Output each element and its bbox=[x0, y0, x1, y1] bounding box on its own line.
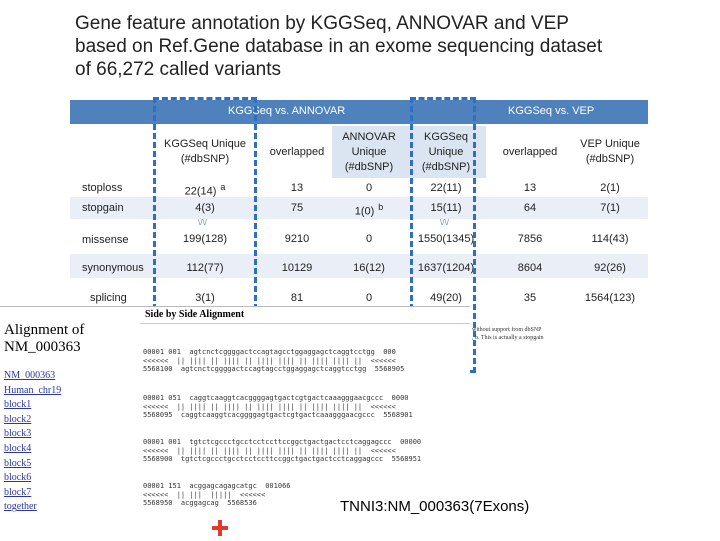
table-cell: 199(128) bbox=[182, 233, 228, 245]
alignment-link-list bbox=[4, 369, 61, 515]
table-cell: 7856 bbox=[517, 233, 543, 245]
table-cell: 10129 bbox=[281, 262, 313, 274]
group-header-vep: KGGSeq vs. VEP bbox=[508, 105, 595, 117]
link-block3[interactable]: block3 bbox=[4, 428, 32, 440]
table-cell: 22(14) $^a$ bbox=[184, 182, 226, 198]
red-plus-marker bbox=[212, 520, 228, 536]
alignment-heading-line-2: NM_000363 bbox=[4, 339, 81, 355]
side-by-side-title: Side by Side Alignment bbox=[145, 309, 245, 320]
table-cell: 22(11) bbox=[430, 182, 462, 194]
col-header-annovar-unique: ANNOVAR Unique (#dbSNP) bbox=[332, 126, 406, 178]
table-cell: 2(1) bbox=[600, 182, 620, 194]
table-cell: 114(43) bbox=[591, 233, 629, 245]
col-header-overlapped-2: overlapped bbox=[502, 145, 558, 158]
col-header-vep-unique: VEP Unique (#dbSNP) bbox=[580, 138, 640, 165]
link-together[interactable]: together bbox=[4, 501, 37, 513]
alignment-block-3: 00001 001 tgtctcgccctgcctcctccttccggctgactgactcctcaggagccc 00000 <<<<<< || |||| || |||| || |||| |||| || |||| |||| || <<<<<< 5568900 tgtctcgccctgcctcctccttccggctgactgactcctcaggagccc 5568951 bbox=[143, 438, 422, 463]
table-cell: 1564(123) bbox=[584, 292, 636, 304]
row-label-synonymous: synonymous bbox=[82, 262, 144, 274]
table-cell: 16(12) bbox=[353, 262, 385, 274]
row-label-missense: missense bbox=[82, 234, 129, 246]
title-line-1: Gene feature annotation by KGGSeq, ANNOVAR and VEP bbox=[75, 13, 569, 34]
link-block7[interactable]: block7 bbox=[4, 486, 32, 498]
link-block5[interactable]: block5 bbox=[4, 457, 32, 469]
vv-mark: \/\/ bbox=[440, 218, 449, 227]
row-label-stopgain: stopgain bbox=[82, 202, 124, 214]
link-human-chr19[interactable]: Human_chr19 bbox=[4, 384, 62, 396]
alignment-sidebar bbox=[0, 307, 138, 541]
link-block1[interactable]: block1 bbox=[4, 399, 32, 411]
footnote-marker-a: a bbox=[220, 182, 226, 192]
table-cell: 64 bbox=[523, 202, 537, 214]
row-label-splicing: splicing bbox=[90, 292, 127, 304]
table-cell: 75 bbox=[290, 202, 304, 214]
table-cell: 3(1) bbox=[195, 292, 215, 304]
table-cell: 13 bbox=[523, 182, 537, 194]
table-cell: 49(20) bbox=[430, 292, 462, 304]
alignment-heading-line-1: Alignment of bbox=[4, 322, 85, 338]
table-cell: 1(0) $^b$ bbox=[354, 202, 384, 218]
table-cell: 8604 bbox=[517, 262, 543, 274]
table-cell: 112(77) bbox=[186, 262, 224, 274]
table-footnote bbox=[472, 326, 544, 342]
alignment-heading bbox=[4, 322, 84, 356]
link-block2[interactable]: block2 bbox=[4, 413, 32, 425]
slide-title bbox=[75, 12, 675, 81]
link-block4[interactable]: block4 bbox=[4, 442, 32, 454]
footnote-line-2: , b. This is actually a stopgain bbox=[472, 335, 544, 341]
alignment-block-2: 00001 051 caggtcaaggtcacggggagtgactcgtgactcaaagggaacgccc 0000 <<<<<< || |||| || |||| || |||| |||| || |||| |||| || <<<<<< 5568095 caggtcaaggtcacggggagtgactcgtgactcaaagggaacgccc 5568901 bbox=[143, 394, 413, 419]
table-cell: 7(1) bbox=[600, 202, 620, 214]
table-cell: 0 bbox=[365, 233, 373, 245]
col-header-overlapped-1: overlapped bbox=[269, 145, 325, 158]
table-cell: 0 bbox=[365, 292, 373, 304]
link-block6[interactable]: block6 bbox=[4, 472, 32, 484]
table-cell: 0 bbox=[365, 182, 373, 194]
table-cell: 15(11) bbox=[430, 202, 462, 214]
group-header-annovar: KGGSeq vs. ANNOVAR bbox=[228, 105, 346, 117]
alignment-block-4: 00001 151 acggagcagagcatgc 001066 <<<<<< || ||| ||||| <<<<<< 5568950 acggagcag 5568536 bbox=[143, 482, 291, 507]
table-cell: 13 bbox=[290, 182, 304, 194]
gene-caption: TNNI3:NM_000363(7Exons) bbox=[340, 498, 530, 515]
table-cell: 92(26) bbox=[594, 262, 626, 274]
footnote-line-1: without support from dbSNP bbox=[472, 327, 542, 333]
table-cell: 9210 bbox=[284, 233, 310, 245]
table-cell: 4(3) bbox=[195, 202, 215, 214]
vv-mark: \/\/ bbox=[198, 218, 207, 227]
title-line-2: based on Ref.Gene database in an exome sequencing dataset bbox=[75, 36, 603, 57]
table-cell: 35 bbox=[523, 292, 537, 304]
alignment-block-1: 00001 001 agtcnctcggggactccagtagcctggaggagctcaggtcctgg 000 <<<<<< || |||| || |||| || |||| |||| || |||| |||| || <<<<<< 5568100 agtcnctcggggactccagtagcctggaggagctcaggtcctgg 5568905 bbox=[143, 348, 405, 373]
row-label-stoploss: stoploss bbox=[82, 182, 123, 194]
link-nm-000363[interactable]: NM_000363 bbox=[4, 370, 56, 381]
footnote-marker-b: b bbox=[378, 202, 384, 212]
col-header-kggseq-unique-1: KGGSeq Unique (#dbSNP) bbox=[164, 138, 246, 165]
table-cell: 81 bbox=[290, 292, 304, 304]
title-rule bbox=[140, 323, 470, 324]
col-header-kggseq-unique-2: KGGSeq Unique (#dbSNP) bbox=[406, 126, 486, 178]
title-line-3: of 66,272 called variants bbox=[75, 59, 281, 80]
table-cell: 1637(1204) bbox=[417, 262, 475, 274]
table-cell: 1550(1345) bbox=[417, 233, 475, 245]
